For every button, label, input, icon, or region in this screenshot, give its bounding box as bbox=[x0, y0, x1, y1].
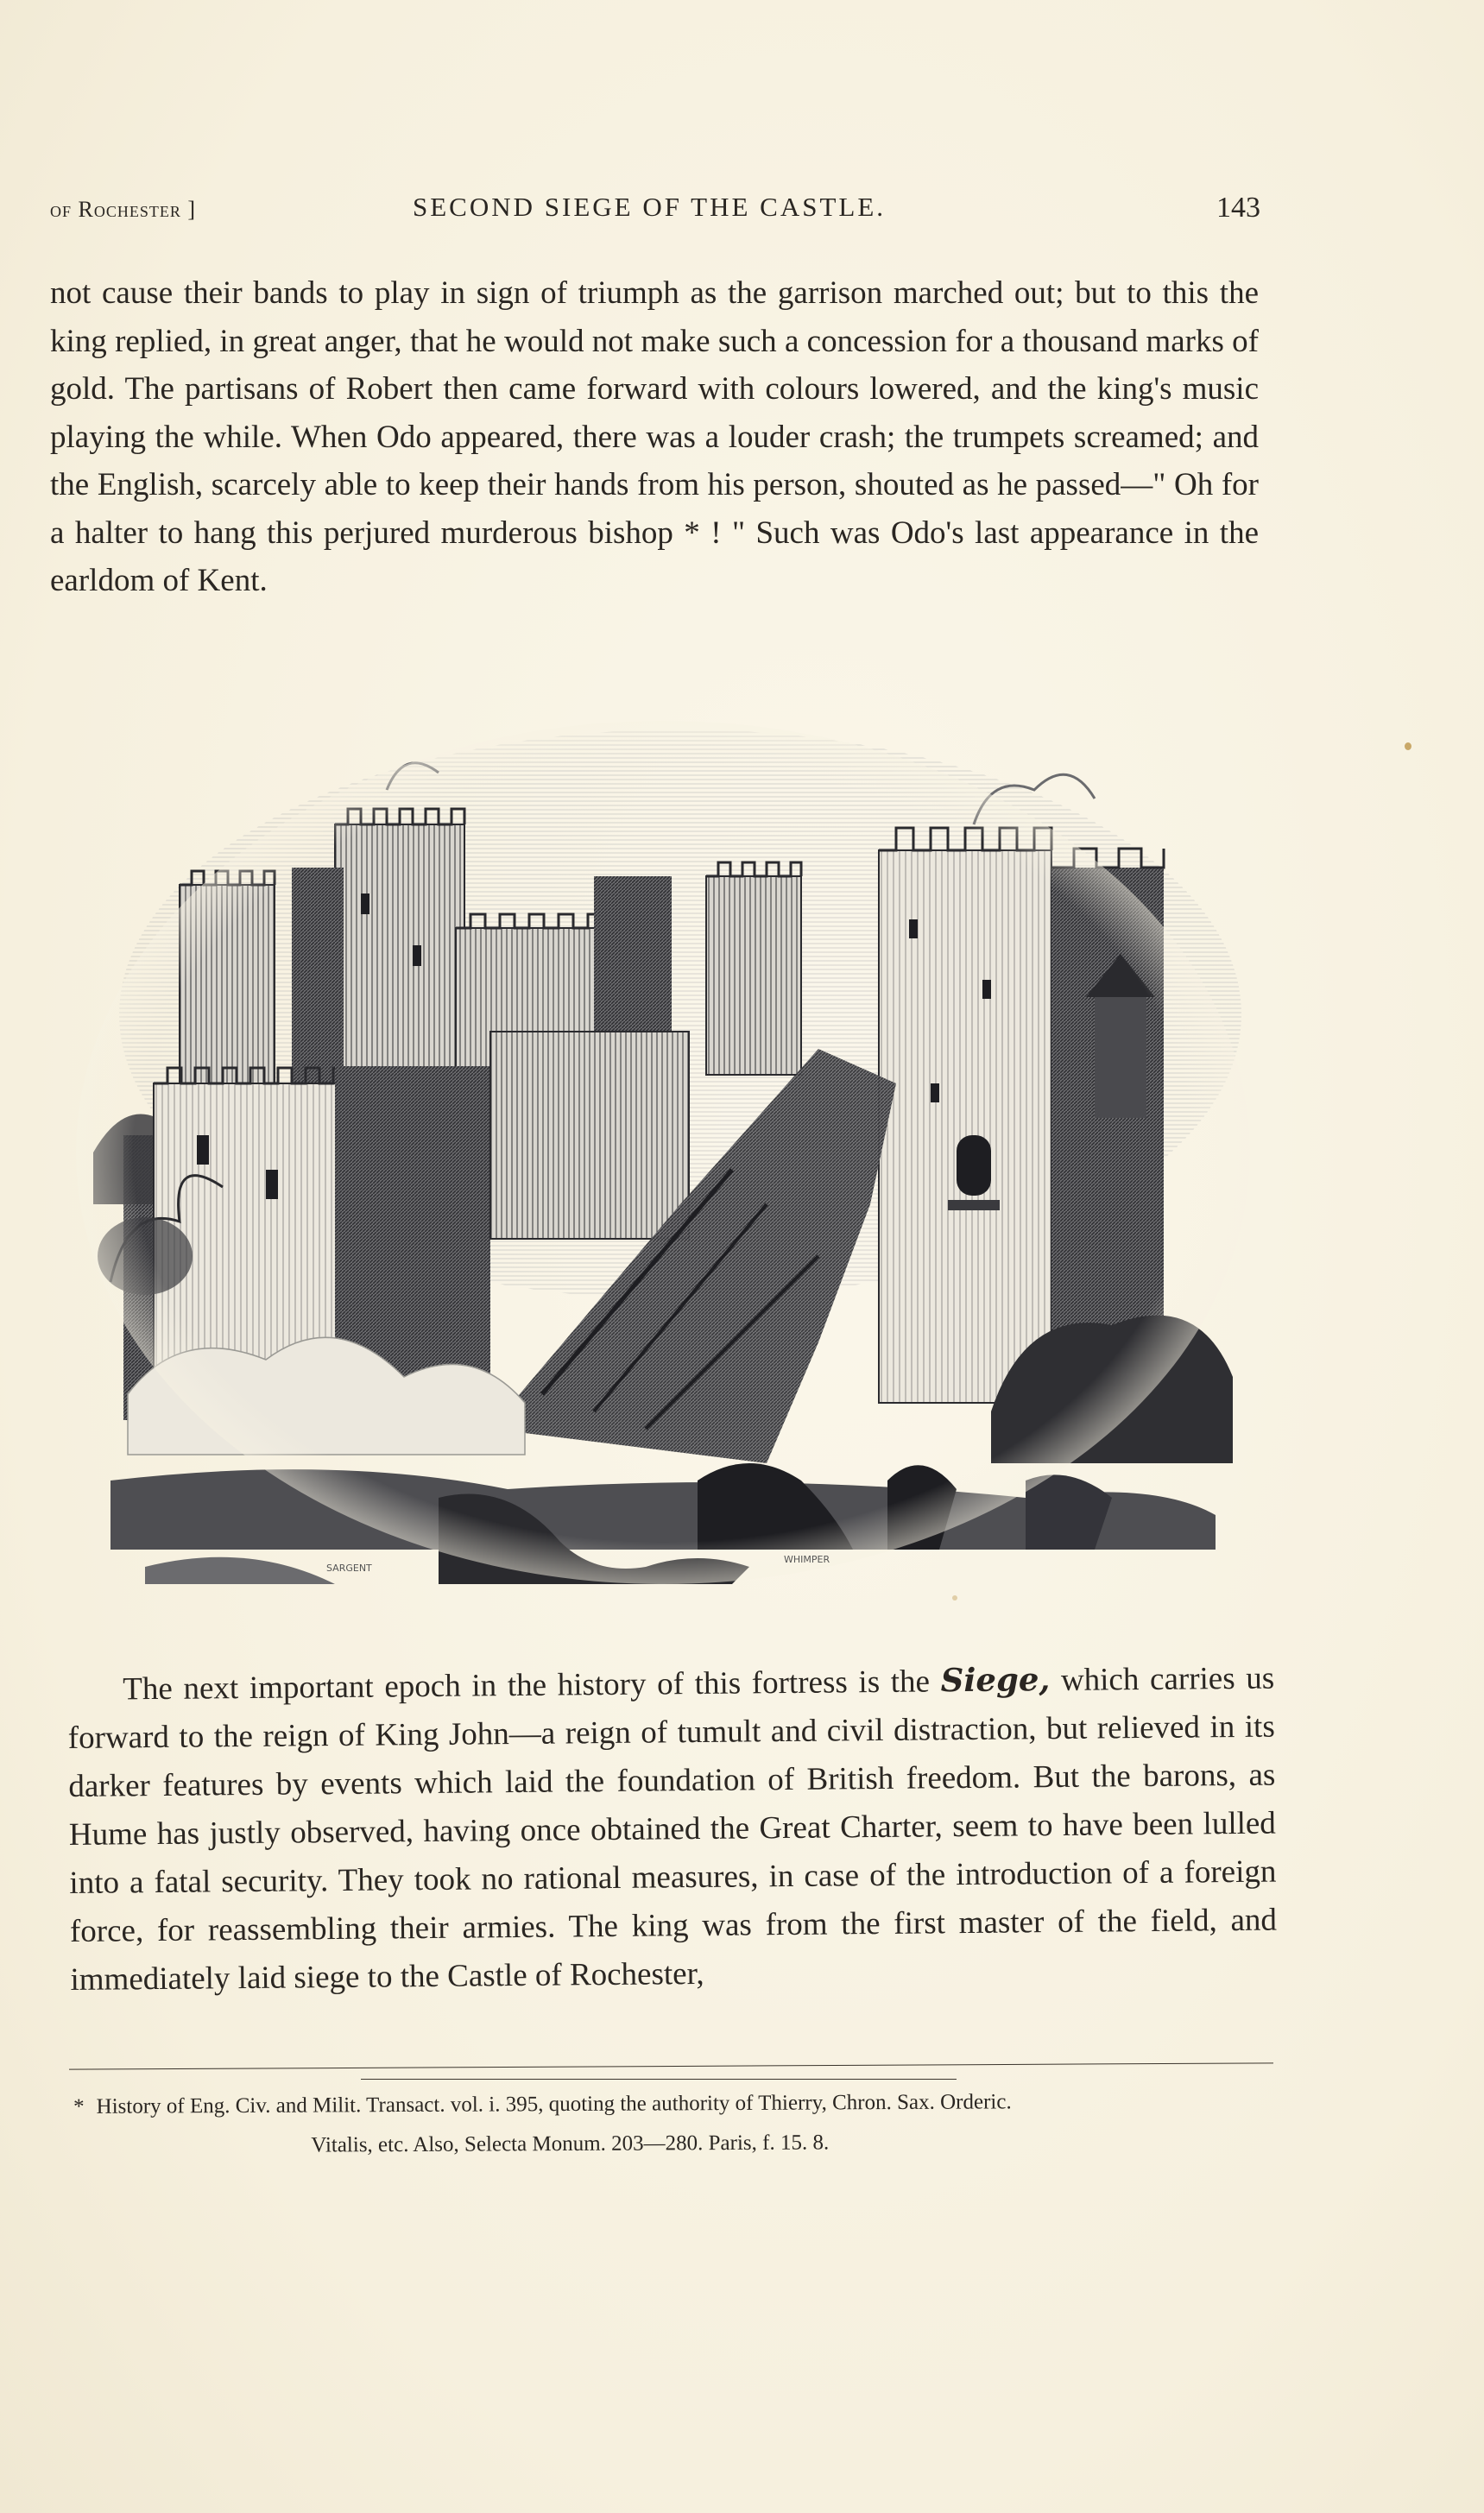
siege-blackletter-word: Siege, bbox=[940, 1660, 1051, 1700]
paper-spot bbox=[1405, 742, 1411, 750]
footnote-marker: * bbox=[73, 2094, 85, 2118]
body-paragraph-2 bbox=[67, 1653, 1278, 2005]
body-paragraph-1: not cause their bands to play in sign of triumph as the garrison marched out; but to this the king replied, in great anger, that he would not make such a concession for a thousand marks of gold. The partisans of Robert then came forward with colours lowered, and the king's music playing the while. When Odo appeared, there was a louder crash; the trumpets screamed; and the English, scarcely able to keep their hands from his person, shouted as he passed—" Oh for a halter to hang this perjured murderous bishop * ! " Such was Odo's last appearance in the earldom of Kent. bbox=[50, 275, 1259, 598]
castle-siege-engraving bbox=[76, 721, 1250, 1584]
footnote-rule-short bbox=[361, 2079, 957, 2080]
page-number: 143 bbox=[1216, 192, 1260, 224]
running-head-title: SECOND SIEGE OF THE CASTLE. bbox=[413, 192, 887, 222]
footnote-line-2: Vitalis, etc. Also, Selecta Monum. 203—280. Paris, f. 15. 8. bbox=[311, 2131, 830, 2157]
engraver-signature-left: SARGENT bbox=[326, 1563, 372, 1574]
footnote-rule bbox=[69, 2062, 1273, 2069]
paragraph-2-continuation: which carries us forward to the reign of King John—a reign of tumult and civil distraction, but relieved in its darker features by events which laid the foundation of British freedom. But the barons, as Hume has justly observed, having once obtained the Great Charter, seem to have been lulled into a fatal security. They took no rational measures, in case of the introduction of a foreign force, for reassembling their armies. The king was from the first master of the field, and immediately laid siege to the Castle of Rochester, bbox=[67, 1660, 1278, 1998]
footnote bbox=[73, 2081, 1282, 2167]
paragraph-2-opening: The next important epoch in the history of this fortress is the bbox=[123, 1664, 941, 1708]
running-head-section: of Rochester ] bbox=[50, 197, 197, 222]
footnote-line-1: History of Eng. Civ. and Milit. Transact. vol. i. 395, quoting the authority of Thierry, Chron. Sax. Orderic. bbox=[96, 2090, 1012, 2118]
running-head bbox=[50, 192, 1260, 226]
engraver-signature-right: WHIMPER bbox=[784, 1554, 830, 1565]
paper-spot bbox=[952, 1595, 957, 1601]
